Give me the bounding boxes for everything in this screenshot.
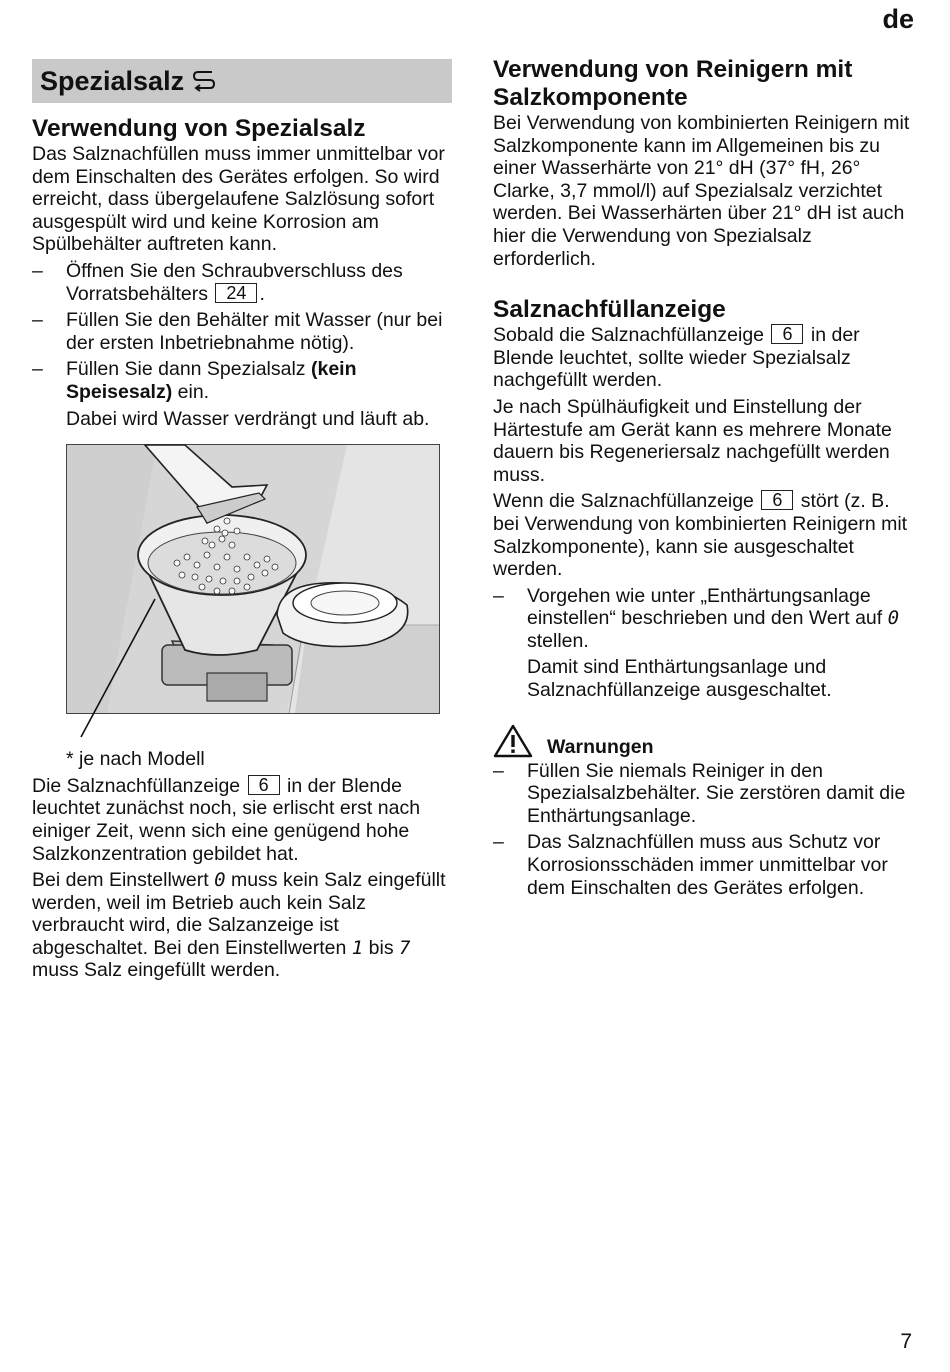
step-note: Damit sind Enthärtungsanlage und Salznachfüllanzeige ausgeschaltet. — [527, 656, 832, 702]
text-part: muss kein Salz eingefüllt werden, weil im Betrieb auch kein Salz verbraucht wird, die Salzanzeige ist abgeschaltet. Bei den Einstellwerten — [32, 869, 446, 959]
step-item — [32, 260, 452, 305]
left-column — [32, 56, 452, 986]
page-number: 7 — [900, 1330, 912, 1353]
warning-item — [493, 760, 913, 828]
heading-reiniger-salzkomponente: Verwendung von Reinigern mit Salzkomponente — [493, 56, 853, 111]
step-note: Dabei wird Wasser verdrängt und läuft ab. — [66, 407, 430, 430]
bold-note: (kein Speisesalz) — [66, 358, 357, 403]
paragraph-stoert — [493, 490, 913, 580]
display-value-0: 0 — [214, 869, 226, 892]
text-part: in der Blende leuchtet zunächst noch, sie erlischt erst nach einiger Zeit, wenn sich eine genügend hohe Salzkonzentration gebildet hat. — [32, 774, 421, 865]
paragraph-anzeige — [493, 324, 913, 392]
text-part: stört (z. B. bei Verwendung von kombinierten Reinigern mit Salzkomponente), kann sie ausgeschaltet werden. — [493, 490, 908, 581]
text-part: Wenn die Salznachfüllanzeige — [493, 490, 754, 513]
right-column — [493, 56, 913, 903]
paragraph-spuelhaeufigkeit: Je nach Spülhäufigkeit und Einstellung der Härtestufe am Gerät kann es mehrere Monate dauern bis Regeneriersalz nachgefüllt werden muss. — [493, 395, 892, 486]
step-text-part: Öffnen Sie den Schraubverschluss des Vorratsbehälters — [66, 259, 403, 305]
step-item — [493, 585, 913, 653]
text-part: Die Salznachfüllanzeige — [32, 774, 241, 797]
warning-triangle-icon — [493, 724, 533, 758]
section-title-bar — [32, 59, 452, 103]
text-part: Vorgehen wie unter „Enthärtungsanlage einstellen“ beschrieben und den Wert auf — [527, 584, 883, 630]
step-text — [66, 358, 452, 403]
text-part: Sobald die Salznachfüllanzeige — [493, 324, 765, 347]
heading-spezialsalz: Verwendung von Spezialsalz — [32, 115, 366, 142]
text-part: muss Salz eingefüllt werden. — [32, 959, 281, 982]
footnote: * je nach Modell — [66, 748, 205, 771]
warning-title: Warnungen — [547, 735, 654, 758]
heading-salznachfuellanzeige: Salznachfüllanzeige — [493, 296, 726, 324]
text-part: stellen. — [527, 629, 589, 652]
display-value-0: 0 — [887, 607, 900, 630]
section-title: Spezialsalz — [40, 65, 185, 96]
dash: – — [493, 584, 504, 607]
warning-header — [493, 724, 913, 758]
text-part: Bei dem Einstellwert — [32, 869, 209, 892]
ref-number: 6 — [248, 775, 280, 795]
intro-paragraph: Das Salznachfüllen muss immer unmittelbar vor dem Einschalten des Gerätes erfolgen. So wird erreicht, dass übergelaufene Salzlösung sofort ausgespült wird und keine Korrosion am Spülbehälter auftreten kann. — [32, 143, 445, 256]
step-item — [32, 309, 452, 354]
language-indicator: de — [882, 4, 914, 34]
warning-text: Füllen Sie niemals Reiniger in den Spezialsalzbehälter. Sie zerstören damit die Enthärtungsanlage. — [527, 759, 906, 827]
step-text — [527, 585, 913, 653]
ref-number: 6 — [761, 490, 793, 510]
warning-text: Das Salznachfüllen muss aus Schutz vor Korrosionsschäden immer unmittelbar vor dem Einschalten des Gerätes erfolgen. — [527, 831, 888, 899]
dash: – — [32, 309, 43, 332]
display-value-7: 7 — [399, 936, 411, 959]
dash: – — [32, 358, 43, 381]
text-part: bis — [368, 936, 394, 959]
paragraph-indicator — [32, 775, 452, 865]
dash: – — [493, 759, 504, 782]
step-item — [32, 358, 452, 403]
step-text-part: ein. — [177, 380, 210, 403]
dash: – — [32, 259, 43, 282]
warning-item — [493, 831, 913, 899]
step-text-part: Füllen Sie dann Spezialsalz — [66, 358, 306, 381]
salt-symbol-icon — [192, 68, 216, 94]
step-text-part: . — [259, 282, 265, 305]
step-text — [66, 260, 452, 305]
ref-number: 6 — [771, 324, 803, 344]
text-part: in der Blende leuchtet, sollte wieder Spezialsalz nachgefüllt werden. — [493, 324, 860, 392]
paragraph-setting-values — [32, 869, 452, 982]
salt-filling-illustration — [66, 444, 440, 714]
ref-number: 24 — [215, 283, 257, 303]
paragraph-reiniger: Bei Verwendung von kombinierten Reinigern mit Salzkomponente kann im Allgemeinen bis zu einer Wasserhärte von 21° dH (37° fH, 26° Clarke, 3,7 mmol/l) auf Spezialsalz verzichtet werden. Bei Wasserhärten über 21° dH ist auch hier die Verwendung von Spezialsalz erforderlich. — [493, 112, 910, 270]
display-value-1: 1 — [351, 936, 364, 959]
dash: – — [493, 831, 504, 854]
step-text: Füllen Sie den Behälter mit Wasser (nur bei der ersten Inbetriebnahme nötig). — [66, 309, 443, 354]
